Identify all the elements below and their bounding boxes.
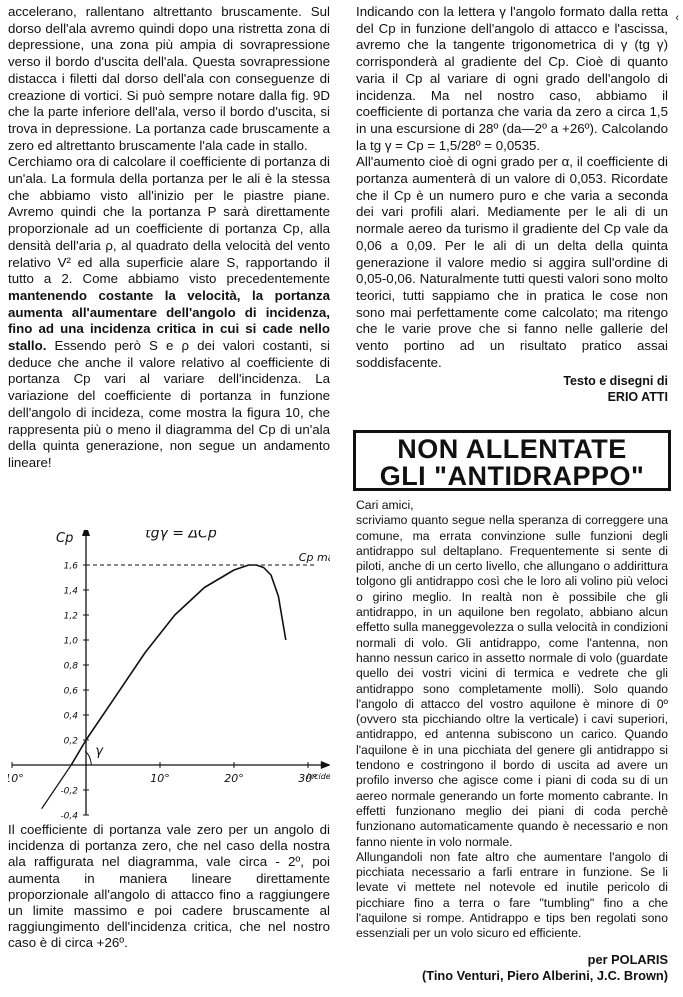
article-signature bbox=[356, 952, 668, 984]
y-tick-label: 1,0 bbox=[63, 636, 78, 647]
left-column bbox=[8, 4, 330, 472]
cp-chart bbox=[8, 530, 330, 820]
author-credit-label: Testo e disegni di bbox=[563, 374, 668, 389]
author-credit-name: ERIO ATTI bbox=[607, 390, 668, 405]
y-tick-label: -0,2 bbox=[60, 786, 78, 797]
left-paragraph-2 bbox=[8, 154, 330, 471]
x-tick-label: 10° bbox=[150, 772, 170, 785]
left-paragraph-1: accelerano, rallentano altrettanto bruscamente. Sul dorso dell'ala avremo quindi dopo una ristretta zona di depressione, una zona più ampia di sovrapressione verso il bordo d'uscita dell'ala. Questa sovrapressione distacca i filetti dal dorso dell'ala con conseguenze di creazione di vortici. Si può sempre notare dalla fig. 9D che la parte inferiore dell'ala, verso il bordo d'uscita, si trova in depressione. La portanza cade bruscamente a zero ed altrettanto bruscamente l'ala cade in stallo. bbox=[8, 4, 330, 153]
y-axis-label: Cp bbox=[56, 531, 74, 546]
gamma-label: γ bbox=[95, 744, 103, 759]
x-tick-label: 0° bbox=[11, 772, 24, 785]
y-tick-label: 0,6 bbox=[63, 686, 78, 697]
right-paragraph-1: Indicando con la lettera γ l'angolo formato dalla retta del Cp in funzione dell'angolo di attacco e l'ascissa, avremo che la tangente trigonometrica di γ (tg γ) corrisponderà al gradiente del Cp. Cioè di quanto varia il Cp al variare di ogni grado dell'angolo di incidenza. Ma nel nostro caso, abbiamo il coefficiente di portanza che varia da zero a circa 1,5 in una escursione di 28º (da—2º a +26º). Calcolando la tg γ = Cp = 1,5/28º = 0,0535. bbox=[356, 4, 668, 153]
corner-mark: ‹ bbox=[675, 12, 679, 24]
y-tick-label: 0,8 bbox=[63, 661, 78, 672]
y-tick-label: 1,4 bbox=[63, 586, 78, 597]
x-axis-arrow bbox=[321, 761, 330, 769]
signature-line-1: per POLARIS bbox=[587, 952, 668, 967]
signature-line-2: (Tino Venturi, Piero Alberini, J.C. Brown) bbox=[421, 968, 668, 983]
formula-annotation: tgγ = ΔCp bbox=[145, 530, 217, 542]
left-paragraph-3: Il coefficiente di portanza vale zero per un angolo di incidenza di portanza zero, che nel caso della nostra ala raffigurata nel diagramma, vale circa - 2º, poi aumenta in maniera lineare direttamente proporzionale all'angolo di attacco fino a raggiungere un limite massimo e poi cadere bruscamente al raggiungimento dell'incidenza critica, che nel nostro caso è di circa +26º. bbox=[8, 822, 330, 951]
article-title-line-2: GLI "ANTIDRAPPO" bbox=[379, 461, 645, 491]
y-axis-arrow bbox=[82, 530, 90, 536]
y-tick-label: 1,6 bbox=[63, 561, 78, 572]
right-paragraph-2: All'aumento cioè di ogni grado per α, il coefficiente di portanza aumenterà di un valore di 0,053. Ricordate che il Cp è un numero puro e che varia a seconda dei vari profili alari. Mediamente per le ali di un normale aereo da turismo il gradiente del Cp vale da 0,06 a 0,09. Per le ali di un delta della quinta generazione il valore medio si aggira sull'ordine di 0,05-0,06. Naturalmente tutti questi valori sono molto teorici, tutti sappiamo che in pratica le cose non sono mai perfettamente come calcolato; ma ritengo che le varie prove che si fanno nelle gallerie del vento portino ad un risultato pratico assai soddisfacente. bbox=[356, 154, 668, 370]
y-tick-label: 1,2 bbox=[63, 611, 78, 622]
article-greeting: Cari amici, bbox=[356, 498, 414, 512]
cp-curve bbox=[71, 565, 286, 765]
article-paragraph-2: Allungandoli non fate altro che aumentare l'angolo di picchiata necessario a farli entrare in funzione. Se li levate vi mettete nel notevole ed inutile pericolo di picchiare fino a terra o fare "tumbling" fino a che l'aquilone si rompe. Antidrappo e tips ben regolati sono essenziali per un volo sicuro ed efficiente. bbox=[356, 849, 668, 941]
x-tick-label: 20° bbox=[224, 772, 244, 785]
article-title-line-1: NON ALLENTATE bbox=[397, 434, 627, 464]
cp-chart-svg bbox=[8, 530, 330, 820]
article-title-box bbox=[353, 430, 671, 491]
y-tick-label: 0,4 bbox=[63, 711, 78, 722]
article-paragraph-1: scriviamo quanto segue nella speranza di correggere una comune, ma errata convinzione sulle funzioni degli antidrappo sul deltaplano. Frequentemente si sente di piloti, anche di un certo livello, che allungano o addirittura tolgono gli antidrappo così che le loro ali volino più veloci o girino meglio. In realtà non è possibile che gli antidrappo, in un aquilone ben regolato, abbiano alcun effetto sulla maneggevolezza o sulla velocità in condizioni normali di volo. Gli antidrappo, come l'antenna, non hanno nessun carico in assetto normale di volo (guardate quello dei vostri vicini di termica e vedrete che gli antidrappo sono completamente molli). Solo quando l'angolo di attacco del vostro aquilone è minore di 0º (ovvero sta picchiando oltre la verticale) i cavi superiori, antidrappo, ed antenna subiscono un carico. Quando l'aquilone è in una picchiata del genere gli antidrappo si tendono e costringono il bordo di uscita ad avere un profilo inverso che agisce come i piani di coda su di un aereo normale generando un forte momento cabrante. In effetti funzionano meglio dei piani di coda perchè funzionano automaticamente quando è necessario e non fanno niente in volo normale. bbox=[356, 513, 668, 849]
left-paragraph-2-start: Cerchiamo ora di calcolare il coefficiente di portanza di un'ala. La formula della portanza per le ali è la stessa che abbiamo visto all'inizio per le piastre piane. Avremo quindi che la portanza P sarà direttamente proporzionale ad un coefficiente di portanza Cp, alla densità dell'aria ρ, al quadrato della velocità del vento relativo V² ed alla superficie alare S, rapportando il tutto a 2. Come abbiamo visto precedentemente bbox=[8, 154, 331, 287]
left-paragraph-2-end: Essendo però S e ρ dei valori costanti, si deduce che anche il valore relativo al coefficiente di portanza Cp vari al variare dell'incidenza. La variazione del coefficiente di portanza in funzione dell'angolo di incideza, come mostra la figura 10, che rappresenta più o meno il diagramma del Cp di un'ala della quinta generazione, non segue un andamento lineare! bbox=[8, 338, 330, 470]
y-tick-label: 0,2 bbox=[63, 736, 78, 747]
x-axis-label: incide bbox=[306, 772, 330, 781]
article-body bbox=[356, 498, 668, 942]
left-paragraph-2-bold: mantenendo costante la velocità, la portanza aumenta all'aumentare dell'angolo di incidenza, fino ad una incidenza critica in cui si cade nello stallo. bbox=[8, 287, 330, 354]
x-tick-label: 30° bbox=[298, 772, 318, 785]
right-column bbox=[356, 4, 668, 405]
y-tick-label: -0,4 bbox=[60, 811, 78, 820]
cp-max-label: Cp m bbox=[298, 551, 328, 564]
